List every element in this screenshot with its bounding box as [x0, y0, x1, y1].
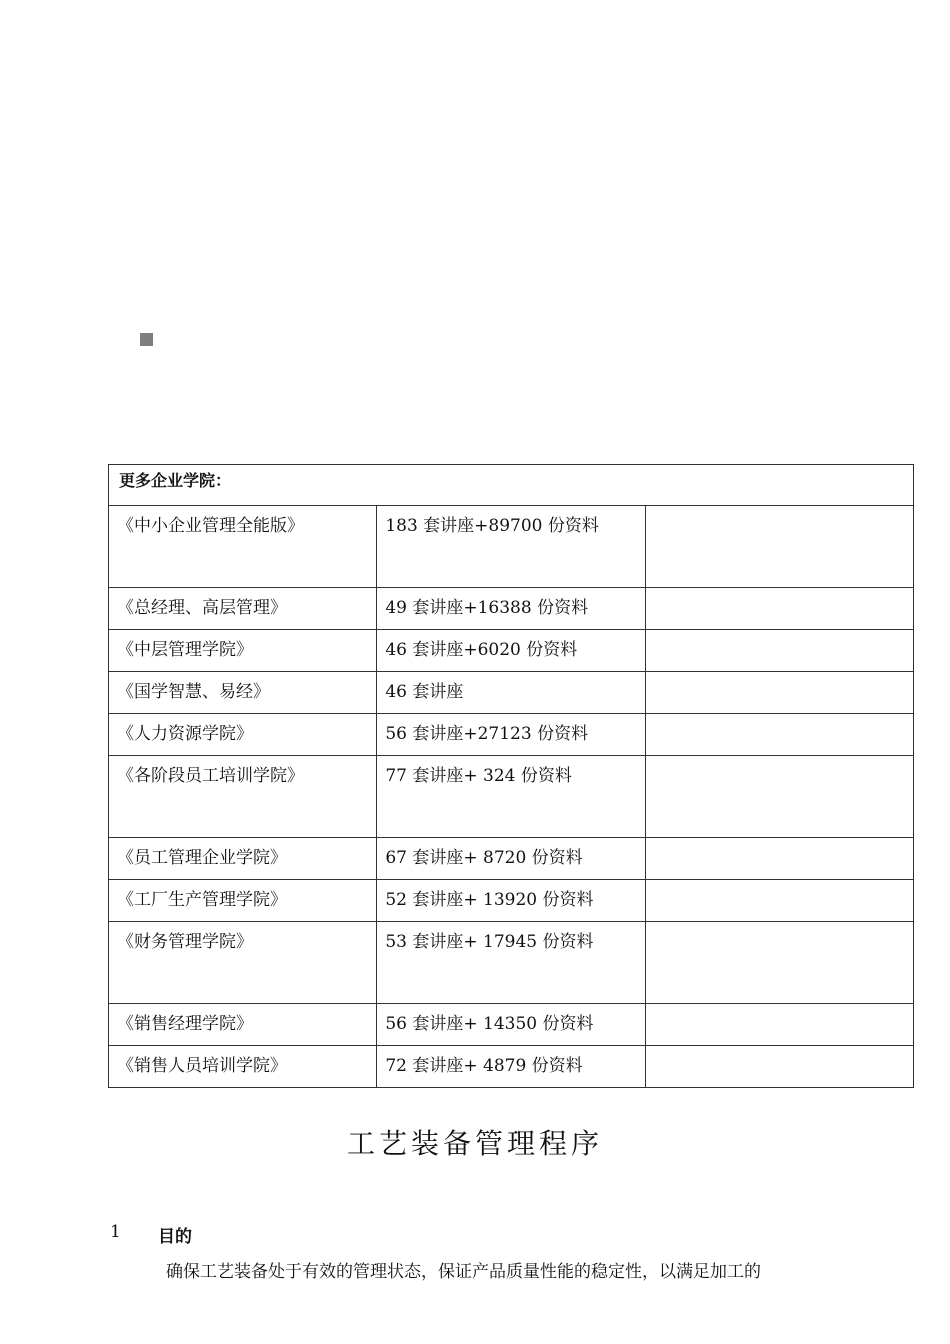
table-row [109, 756, 914, 838]
academy-extra [645, 588, 913, 630]
academy-extra [645, 880, 913, 922]
body-paragraph: 确保工艺装备处于有效的管理状态，保证产品质量性能的稳定性，以满足加工的 [166, 1262, 761, 1282]
academy-name: 《各阶段员工培训学院》 [109, 756, 377, 838]
academy-name: 《中小企业管理全能版》 [109, 506, 377, 588]
academy-extra [645, 756, 913, 838]
table-row [109, 714, 914, 756]
table-row [109, 1046, 914, 1088]
table-row [109, 630, 914, 672]
table-row [109, 506, 914, 588]
academy-count: 56 套讲座+27123 份资料 [377, 714, 645, 756]
academy-name: 《财务管理学院》 [109, 922, 377, 1004]
academy-name: 《国学智慧、易经》 [109, 672, 377, 714]
academy-count: 183 套讲座+89700 份资料 [377, 506, 645, 588]
academy-name: 《员工管理企业学院》 [109, 838, 377, 880]
section-number: 1 [110, 1222, 121, 1242]
academy-extra [645, 630, 913, 672]
table-row [109, 838, 914, 880]
academy-name: 《人力资源学院》 [109, 714, 377, 756]
academy-extra [645, 714, 913, 756]
bullet-square-icon [140, 333, 153, 346]
academy-table [108, 464, 914, 1088]
section-title: 目的 [158, 1227, 192, 1247]
academy-count: 77 套讲座+ 324 份资料 [377, 756, 645, 838]
academy-name: 《工厂生产管理学院》 [109, 880, 377, 922]
table-header: 更多企业学院： [109, 465, 914, 506]
academy-count: 46 套讲座 [377, 672, 645, 714]
academy-name: 《中层管理学院》 [109, 630, 377, 672]
table-row [109, 588, 914, 630]
table-row [109, 880, 914, 922]
academy-count: 56 套讲座+ 14350 份资料 [377, 1004, 645, 1046]
academy-extra [645, 1046, 913, 1088]
table-header-row [109, 465, 914, 506]
academy-name: 《销售经理学院》 [109, 1004, 377, 1046]
academy-count: 72 套讲座+ 4879 份资料 [377, 1046, 645, 1088]
academy-extra [645, 1004, 913, 1046]
academy-extra [645, 672, 913, 714]
table-row [109, 672, 914, 714]
academy-name: 《销售人员培训学院》 [109, 1046, 377, 1088]
document-title: 工艺装备管理程序 [346, 1127, 603, 1160]
table-row [109, 1004, 914, 1046]
academy-extra [645, 922, 913, 1004]
academy-name: 《总经理、高层管理》 [109, 588, 377, 630]
academy-count: 67 套讲座+ 8720 份资料 [377, 838, 645, 880]
academy-extra [645, 838, 913, 880]
academy-count: 49 套讲座+16388 份资料 [377, 588, 645, 630]
table-row [109, 922, 914, 1004]
academy-count: 53 套讲座+ 17945 份资料 [377, 922, 645, 1004]
academy-extra [645, 506, 913, 588]
academy-count: 46 套讲座+6020 份资料 [377, 630, 645, 672]
academy-count: 52 套讲座+ 13920 份资料 [377, 880, 645, 922]
